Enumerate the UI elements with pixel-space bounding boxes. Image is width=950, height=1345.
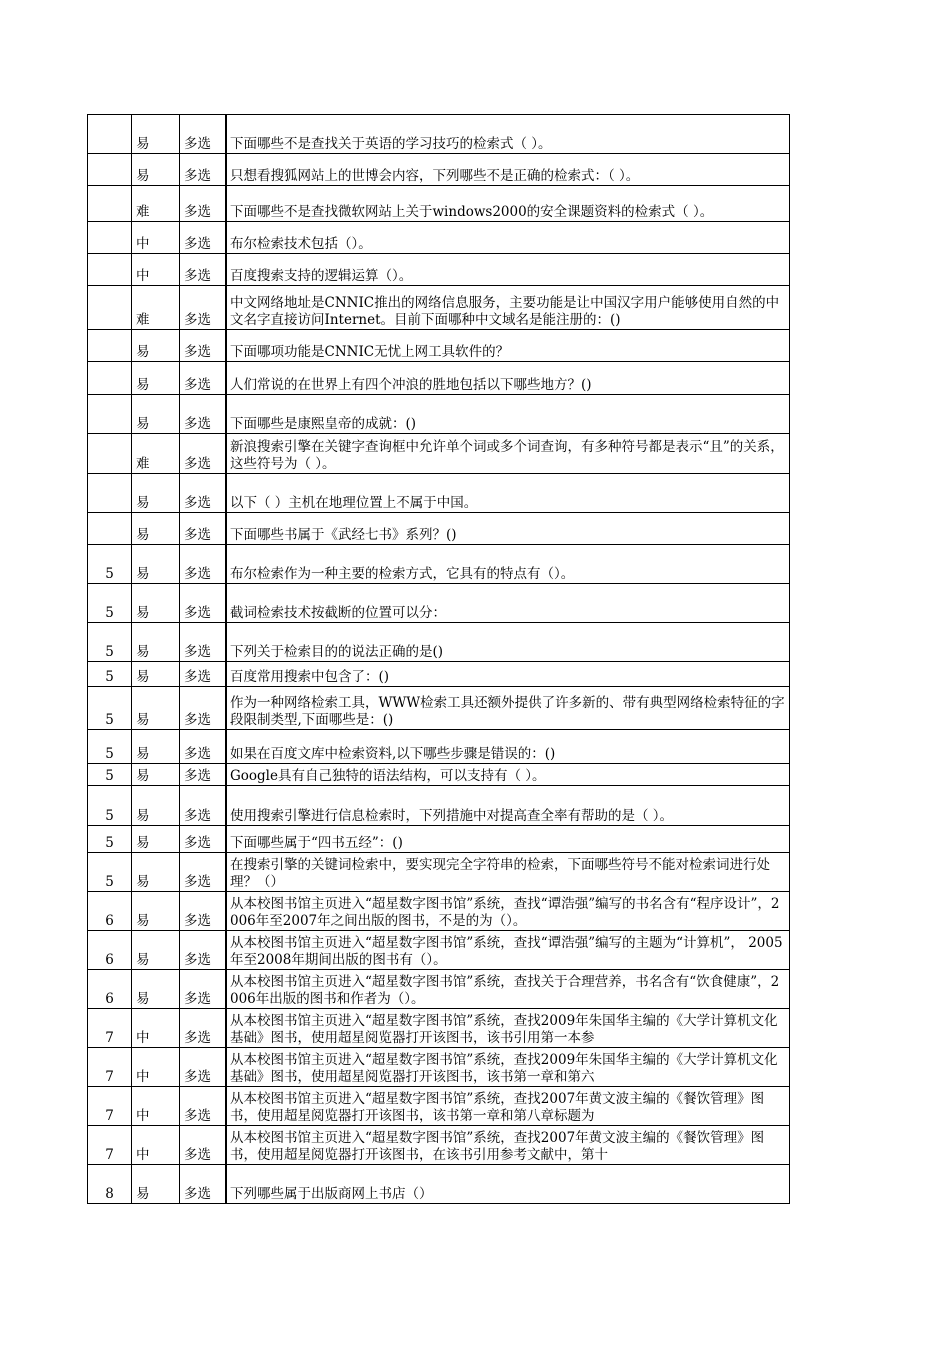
difficulty-cell: 中 [132, 222, 180, 254]
row-number-cell [88, 513, 132, 545]
difficulty-cell: 中 [132, 1126, 180, 1165]
row-number-cell [88, 222, 132, 254]
question-type-cell: 多选 [180, 687, 227, 730]
row-number-cell: 5 [88, 584, 132, 623]
difficulty-cell: 易 [132, 395, 180, 434]
difficulty-cell: 难 [132, 434, 180, 474]
difficulty-cell: 易 [132, 826, 180, 853]
question-type-cell: 多选 [180, 826, 227, 853]
table-row [88, 786, 790, 826]
difficulty-cell: 易 [132, 623, 180, 662]
difficulty-cell: 中 [132, 1087, 180, 1126]
question-text-cell: 下面哪些不是查找微软网站上关于windows2000的安全课题资料的检索式（ ）。 [226, 186, 790, 222]
question-type-cell: 多选 [180, 1087, 227, 1126]
question-text-cell: 以下（ ）主机在地理位置上不属于中国。 [226, 474, 790, 513]
row-number-cell [88, 474, 132, 513]
question-text-cell: 下列关于检索目的的说法正确的是() [226, 623, 790, 662]
question-type-cell: 多选 [180, 115, 227, 154]
question-type-cell: 多选 [180, 330, 227, 362]
row-number-cell: 5 [88, 662, 132, 687]
question-text-cell: 作为一种网络检索工具，WWW检索工具还额外提供了许多新的、带有典型网络检索特征的字段限制类型,下面哪些是：() [226, 687, 790, 730]
question-text-cell: 下面哪些不是查找关于英语的学习技巧的检索式（ ）。 [226, 115, 790, 154]
difficulty-cell: 易 [132, 892, 180, 931]
question-type-cell: 多选 [180, 286, 227, 330]
question-text-cell: 从本校图书馆主页进入“超星数字图书馆”系统，查找2007年黄文波主编的《餐饮管理》图书，使用超星阅览器打开该图书，该书第一章和第八章标题为 [226, 1087, 790, 1126]
row-number-cell: 7 [88, 1126, 132, 1165]
difficulty-cell: 易 [132, 970, 180, 1009]
question-text-cell: 从本校图书馆主页进入“超星数字图书馆”系统，查找“谭浩强”编写的书名含有“程序设计”，2006年至2007年之间出版的图书，不是的为（）。 [226, 892, 790, 931]
table-row [88, 1048, 790, 1087]
difficulty-cell: 易 [132, 687, 180, 730]
table-row [88, 584, 790, 623]
table-row [88, 186, 790, 222]
difficulty-cell: 中 [132, 1009, 180, 1048]
table-row [88, 931, 790, 970]
difficulty-cell: 易 [132, 1165, 180, 1204]
question-text-cell: 截词检索技术按截断的位置可以分： [226, 584, 790, 623]
table-row [88, 826, 790, 853]
question-text-cell: 从本校图书馆主页进入“超星数字图书馆”系统，查找2007年黄文波主编的《餐饮管理》图书，使用超星阅览器打开该图书，在该书引用参考文献中，第十 [226, 1126, 790, 1165]
difficulty-cell: 易 [132, 330, 180, 362]
question-type-cell: 多选 [180, 853, 227, 892]
table-row [88, 1165, 790, 1204]
row-number-cell: 7 [88, 1009, 132, 1048]
row-number-cell [88, 154, 132, 186]
question-text-cell: 下面哪项功能是CNNIC无忧上网工具软件的？ [226, 330, 790, 362]
question-type-cell: 多选 [180, 395, 227, 434]
question-type-cell: 多选 [180, 931, 227, 970]
row-number-cell: 6 [88, 970, 132, 1009]
question-text-cell: 人们常说的在世界上有四个冲浪的胜地包括以下哪些地方？() [226, 362, 790, 395]
question-text-cell: 百度搜索支持的逻辑运算（）。 [226, 254, 790, 286]
question-text-cell: 布尔检索作为一种主要的检索方式，它具有的特点有（）。 [226, 545, 790, 584]
difficulty-cell: 易 [132, 931, 180, 970]
difficulty-cell: 易 [132, 545, 180, 584]
difficulty-cell: 易 [132, 786, 180, 826]
question-type-cell: 多选 [180, 970, 227, 1009]
table-row [88, 286, 790, 330]
row-number-cell: 5 [88, 853, 132, 892]
question-text-cell: 布尔检索技术包括（）。 [226, 222, 790, 254]
row-number-cell [88, 286, 132, 330]
question-type-cell: 多选 [180, 1126, 227, 1165]
table-row [88, 892, 790, 931]
row-number-cell: 8 [88, 1165, 132, 1204]
row-number-cell: 7 [88, 1048, 132, 1087]
question-text-cell: 从本校图书馆主页进入“超星数字图书馆”系统，查找“谭浩强”编写的主题为“计算机”， 2005年至2008年期间出版的图书有（）。 [226, 931, 790, 970]
table-row [88, 1126, 790, 1165]
table-row [88, 970, 790, 1009]
row-number-cell: 5 [88, 687, 132, 730]
table-row [88, 687, 790, 730]
difficulty-cell: 易 [132, 662, 180, 687]
row-number-cell: 6 [88, 892, 132, 931]
question-text-cell: 中文网络地址是CNNIC推出的网络信息服务，主要功能是让中国汉字用户能够使用自然的中文名字直接访问Internet。目前下面哪种中文域名是能注册的：() [226, 286, 790, 330]
question-text-cell: 如果在百度文库中检索资料,以下哪些步骤是错误的：() [226, 730, 790, 764]
question-type-cell: 多选 [180, 474, 227, 513]
question-text-cell: 使用搜索引擎进行信息检索时，下列措施中对提高查全率有帮助的是（ ）。 [226, 786, 790, 826]
row-number-cell: 7 [88, 1087, 132, 1126]
difficulty-cell: 易 [132, 513, 180, 545]
question-type-cell: 多选 [180, 154, 227, 186]
question-text-cell: Google具有自己独特的语法结构，可以支持有（ ）。 [226, 764, 790, 786]
difficulty-cell: 易 [132, 764, 180, 786]
row-number-cell [88, 395, 132, 434]
table-row [88, 623, 790, 662]
question-text-cell: 在搜索引擎的关键词检索中，要实现完全字符串的检索，下面哪些符号不能对检索词进行处理？（） [226, 853, 790, 892]
row-number-cell: 6 [88, 931, 132, 970]
question-type-cell: 多选 [180, 1048, 227, 1087]
difficulty-cell: 中 [132, 254, 180, 286]
row-number-cell [88, 115, 132, 154]
table-row [88, 1009, 790, 1048]
question-type-cell: 多选 [180, 254, 227, 286]
table-row [88, 115, 790, 154]
row-number-cell: 5 [88, 786, 132, 826]
table-row [88, 662, 790, 687]
question-text-cell: 从本校图书馆主页进入“超星数字图书馆”系统，查找关于合理营养，书名含有“饮食健康”，2006年出版的图书和作者为（）。 [226, 970, 790, 1009]
difficulty-cell: 易 [132, 853, 180, 892]
table-row [88, 513, 790, 545]
table-row [88, 362, 790, 395]
row-number-cell: 5 [88, 826, 132, 853]
question-text-cell: 从本校图书馆主页进入“超星数字图书馆”系统，查找2009年朱国华主编的《大学计算机文化基础》图书，使用超星阅览器打开该图书，该书第一章和第六 [226, 1048, 790, 1087]
question-text-cell: 下列哪些属于出版商网上书店（） [226, 1165, 790, 1204]
question-text-cell: 从本校图书馆主页进入“超星数字图书馆”系统，查找2009年朱国华主编的《大学计算机文化基础》图书，使用超星阅览器打开该图书，该书引用第一本参 [226, 1009, 790, 1048]
question-type-cell: 多选 [180, 764, 227, 786]
table-row [88, 254, 790, 286]
question-type-cell: 多选 [180, 222, 227, 254]
table-row [88, 764, 790, 786]
row-number-cell: 5 [88, 730, 132, 764]
difficulty-cell: 易 [132, 474, 180, 513]
question-text-cell: 下面哪些书属于《武经七书》系列？() [226, 513, 790, 545]
question-type-cell: 多选 [180, 584, 227, 623]
question-text-cell: 只想看搜狐网站上的世博会内容，下列哪些不是正确的检索式：（ ）。 [226, 154, 790, 186]
difficulty-cell: 易 [132, 730, 180, 764]
row-number-cell [88, 186, 132, 222]
table-row [88, 730, 790, 764]
question-type-cell: 多选 [180, 1165, 227, 1204]
table-row [88, 154, 790, 186]
question-type-cell: 多选 [180, 730, 227, 764]
question-type-cell: 多选 [180, 662, 227, 687]
question-type-cell: 多选 [180, 434, 227, 474]
question-type-cell: 多选 [180, 1009, 227, 1048]
question-type-cell: 多选 [180, 362, 227, 395]
question-type-cell: 多选 [180, 513, 227, 545]
difficulty-cell: 易 [132, 115, 180, 154]
table-row [88, 222, 790, 254]
table-row [88, 474, 790, 513]
difficulty-cell: 易 [132, 584, 180, 623]
question-type-cell: 多选 [180, 545, 227, 584]
difficulty-cell: 中 [132, 1048, 180, 1087]
row-number-cell [88, 434, 132, 474]
table-row [88, 545, 790, 584]
difficulty-cell: 易 [132, 362, 180, 395]
row-number-cell [88, 254, 132, 286]
table-row [88, 1087, 790, 1126]
table-row [88, 434, 790, 474]
row-number-cell [88, 362, 132, 395]
question-type-cell: 多选 [180, 786, 227, 826]
table-row [88, 395, 790, 434]
difficulty-cell: 难 [132, 186, 180, 222]
question-text-cell: 下面哪些是康熙皇帝的成就：() [226, 395, 790, 434]
question-text-cell: 新浪搜索引擎在关键字查询框中允许单个词或多个词查询，有多种符号都是表示“且”的关系，这些符号为（ ）。 [226, 434, 790, 474]
row-number-cell: 5 [88, 623, 132, 662]
question-type-cell: 多选 [180, 892, 227, 931]
row-number-cell: 5 [88, 545, 132, 584]
question-text-cell: 百度常用搜索中包含了：() [226, 662, 790, 687]
question-text-cell: 下面哪些属于“四书五经”：() [226, 826, 790, 853]
row-number-cell: 5 [88, 764, 132, 786]
table-row [88, 853, 790, 892]
question-type-cell: 多选 [180, 623, 227, 662]
difficulty-cell: 易 [132, 154, 180, 186]
question-type-cell: 多选 [180, 186, 227, 222]
difficulty-cell: 难 [132, 286, 180, 330]
row-number-cell [88, 330, 132, 362]
question-table [87, 114, 790, 1204]
table-row [88, 330, 790, 362]
